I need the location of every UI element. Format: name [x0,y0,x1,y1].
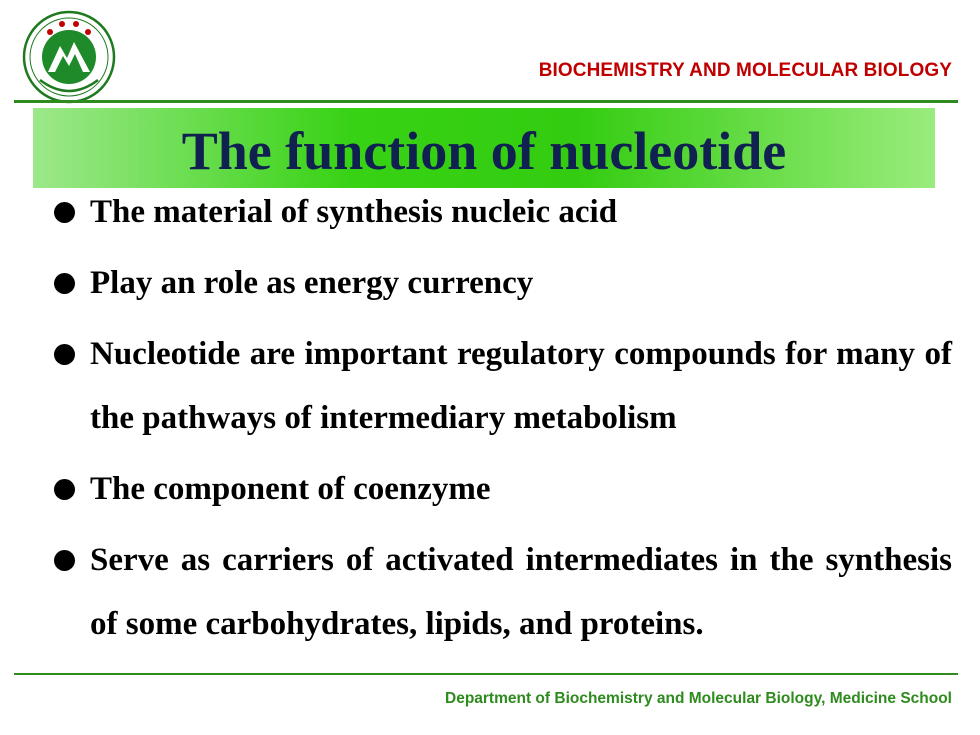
bullet-list [52,180,952,663]
university-seal-icon [22,10,116,104]
slide-title: The function of nucleotide [181,121,787,181]
bullet-item [52,180,952,244]
bullet-dot-icon [54,344,75,365]
bullet-item [52,528,952,656]
header-divider [14,100,958,103]
header-subject: BIOCHEMISTRY AND MOLECULAR BIOLOGY [538,60,952,81]
footer-divider [14,673,958,675]
bullet-text: The material of synthesis nucleic acid [90,194,618,230]
bullet-text: Play an role as energy currency [90,265,534,301]
bullet-text: Nucleotide are important regulatory compounds for many of the pathways of intermediary metabolism [90,336,952,436]
bullet-dot-icon [54,479,75,500]
bullet-item [52,322,952,450]
bullet-dot-icon [54,273,75,294]
bullet-text: Serve as carriers of activated intermediates in the synthesis of some carbohydrates, lipids, and proteins. [90,542,952,642]
bullet-text: The component of coenzyme [90,471,491,507]
bullet-dot-icon [54,202,75,223]
bullet-dot-icon [54,550,75,571]
bullet-item [52,457,952,521]
footer-department: Department of Biochemistry and Molecular Biology, Medicine School [445,690,952,707]
bullet-item [52,251,952,315]
